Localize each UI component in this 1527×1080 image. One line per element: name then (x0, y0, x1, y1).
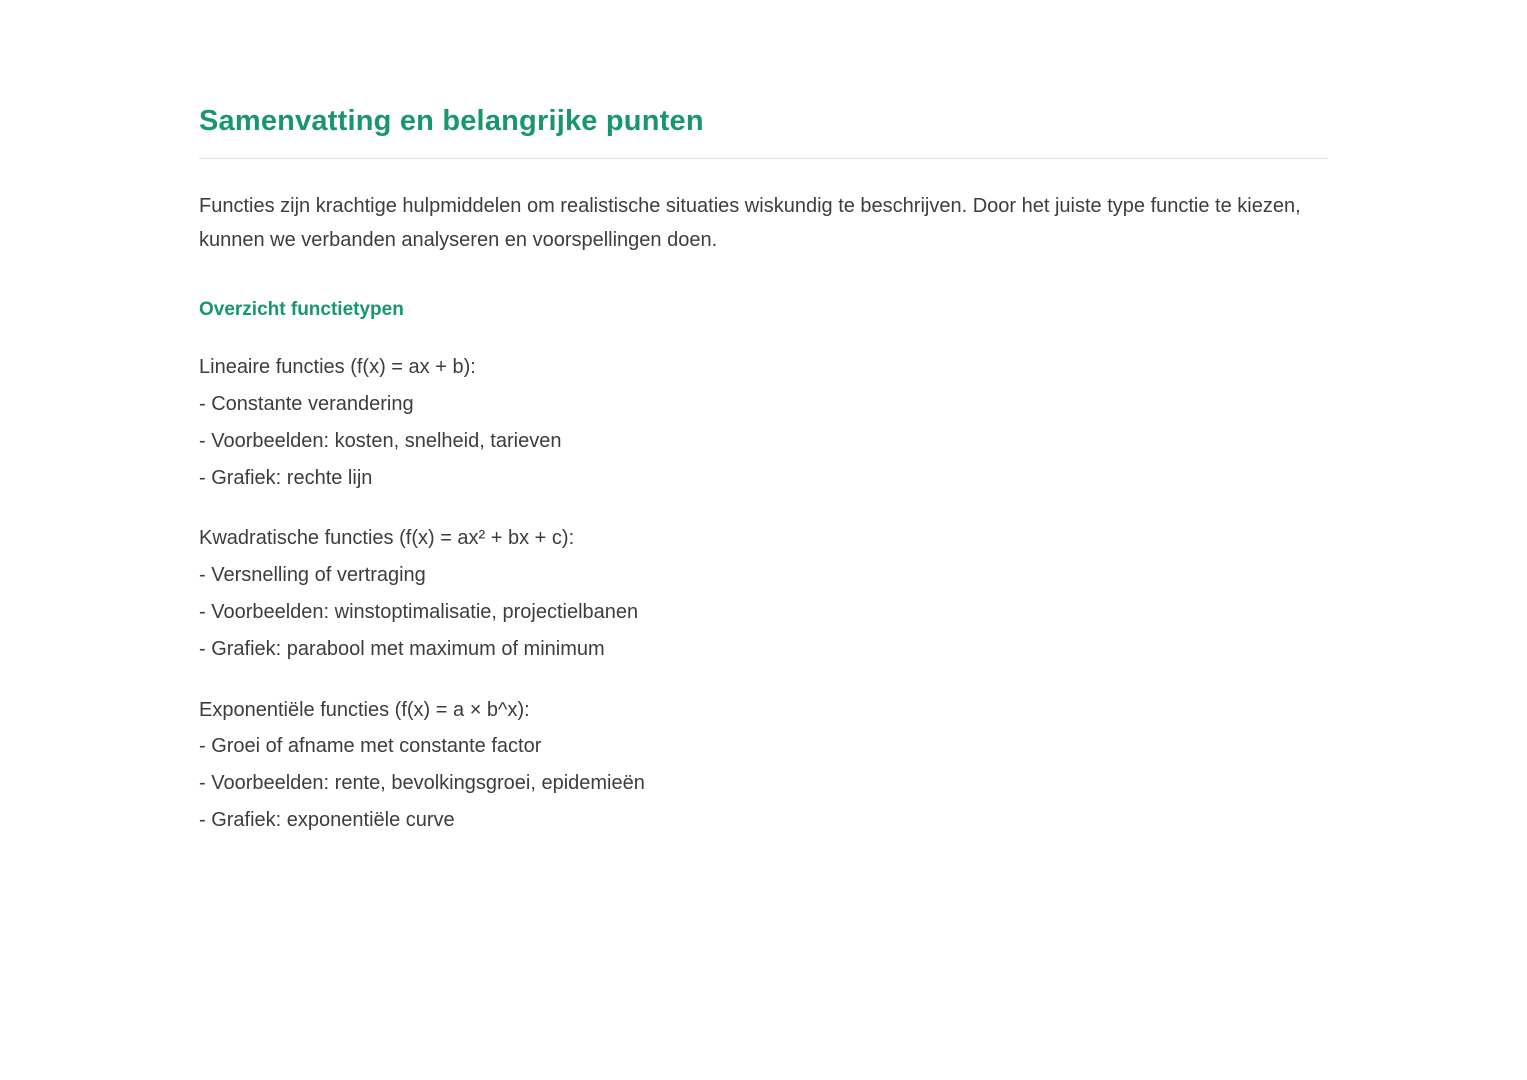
intro-paragraph: Functies zijn krachtige hulpmiddelen om realistische situaties wiskundig te beschrijven. Door het juiste type functie te kiezen, kunnen we verbanden analyseren en voorspellingen doen. (199, 195, 1301, 252)
section-heading: Lineaire functies (f(x) = ax + b): (199, 356, 476, 379)
section-line: - Groei of afname met constante factor (199, 735, 542, 758)
section-line: - Versnelling of vertraging (199, 564, 426, 587)
section-kwadratische-functies (199, 520, 1328, 667)
section-line: - Grafiek: exponentiële curve (199, 808, 455, 831)
title-divider (199, 158, 1328, 159)
section-line: - Grafiek: parabool met maximum of minimum (199, 637, 605, 660)
document-content (199, 0, 1328, 839)
section-line: - Voorbeelden: kosten, snelheid, tarieven (199, 429, 562, 452)
page-title: Samenvatting en belangrijke punten (199, 105, 704, 137)
section-line: - Voorbeelden: rente, bevolkingsgroei, epidemieën (199, 772, 645, 795)
section-heading: Kwadratische functies (f(x) = ax² + bx + c): (199, 527, 575, 550)
section-lineaire-functies (199, 349, 1328, 496)
section-line: - Voorbeelden: winstoptimalisatie, projectielbanen (199, 600, 639, 623)
section-line: - Constante verandering (199, 392, 414, 415)
section-exponentiele-functies (199, 692, 1328, 839)
section-line: - Grafiek: rechte lijn (199, 466, 373, 489)
subheading-overzicht-functietypen: Overzicht functietypen (199, 299, 404, 321)
section-heading: Exponentiële functies (f(x) = a × b^x): (199, 698, 530, 721)
